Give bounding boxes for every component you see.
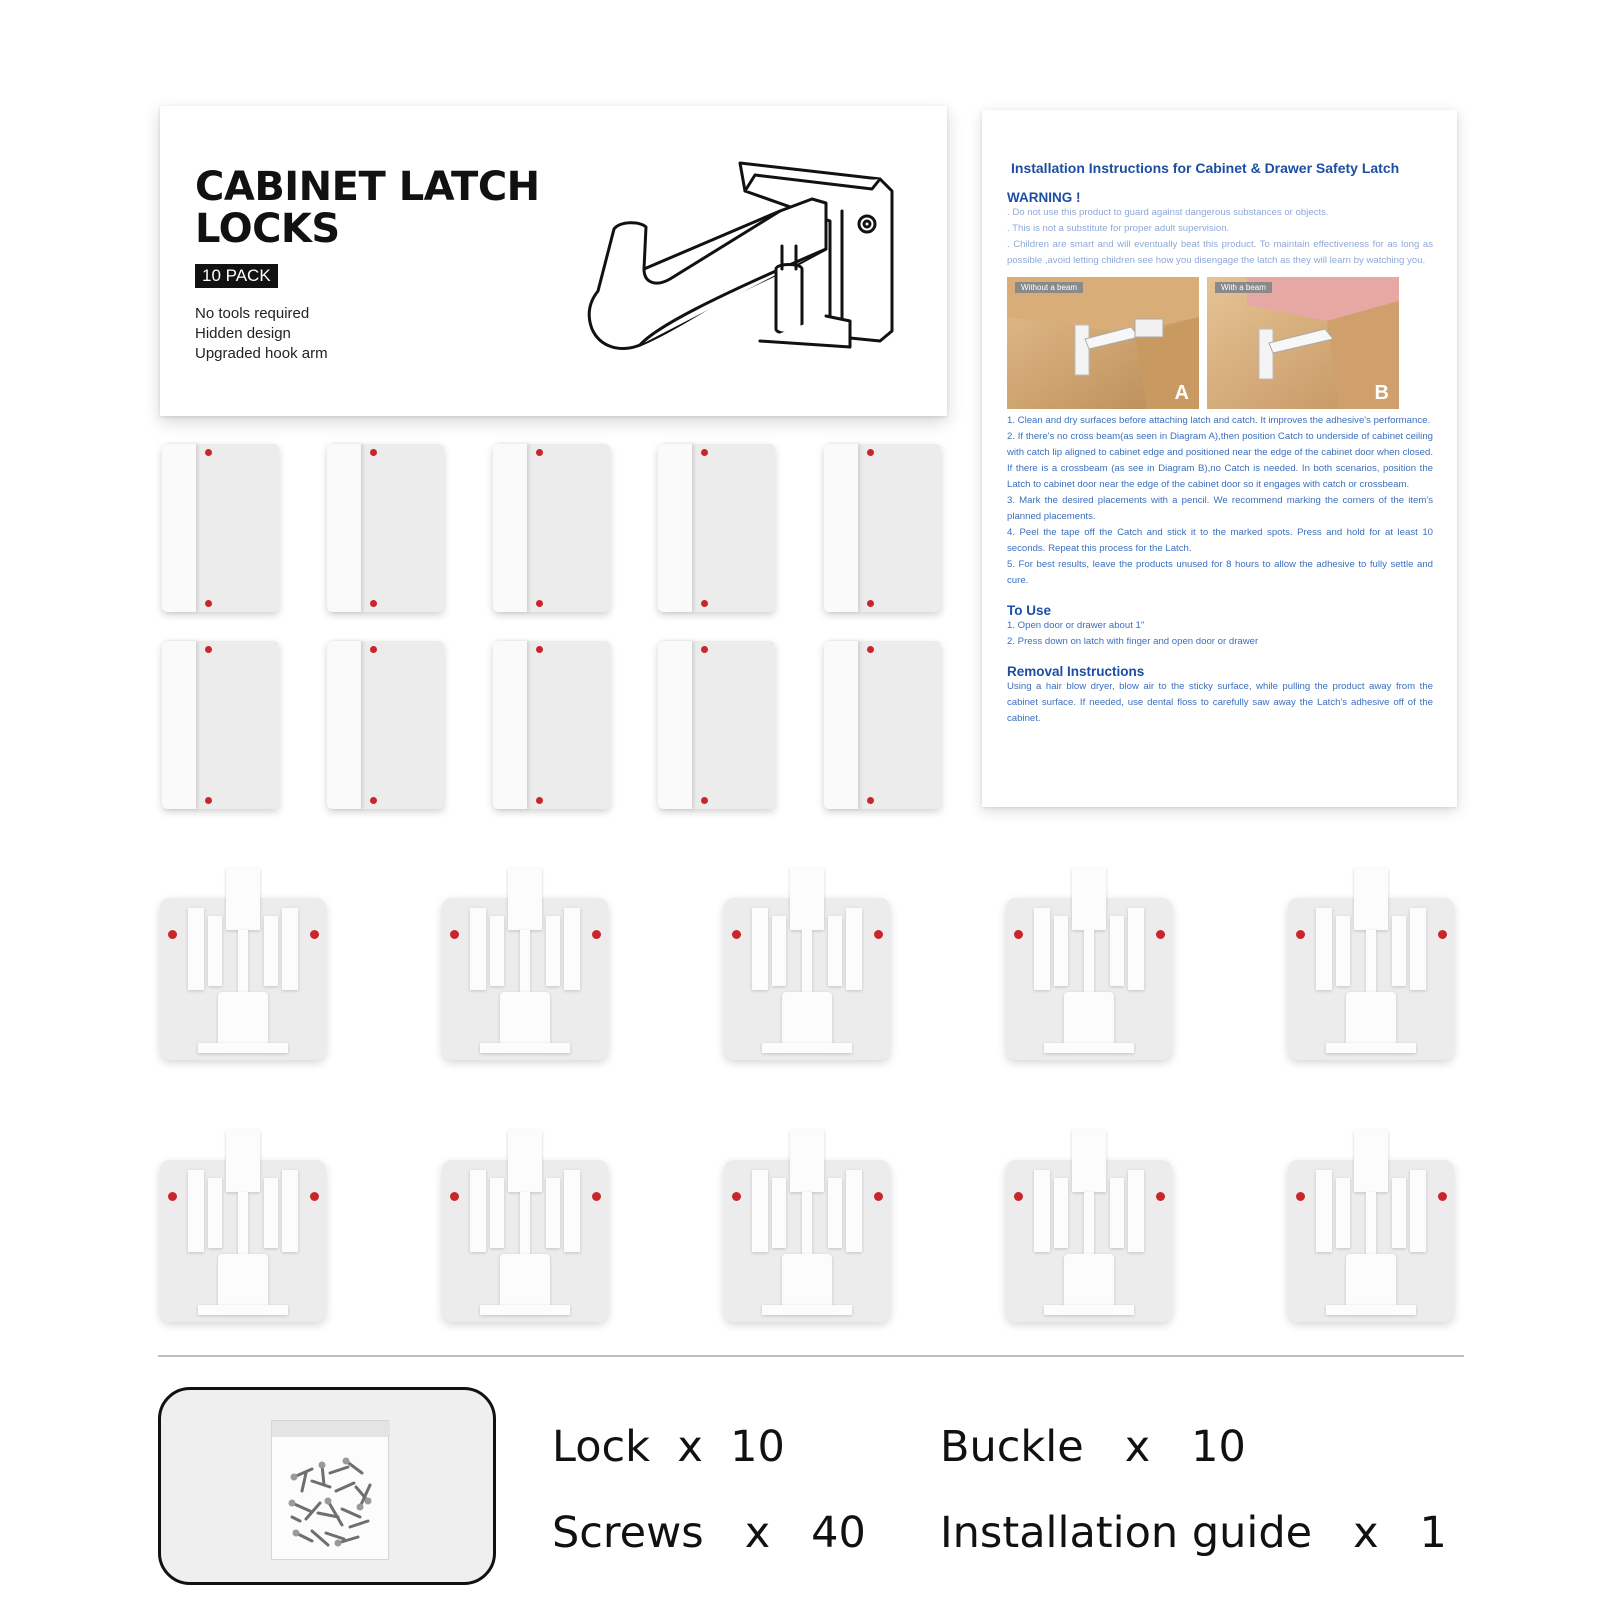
diagram-b-photo — [1207, 277, 1399, 409]
guide-title: Installation Instructions for Cabinet & Drawer Safety Latch — [1011, 160, 1400, 176]
to-use-step: 2. Press down on latch with finger and open door or drawer — [1007, 636, 1259, 647]
catch-plate — [493, 641, 610, 809]
screw-bag — [271, 1420, 389, 1560]
latch-unit — [722, 868, 892, 1063]
install-step: 4. Peel the tape off the Catch and stick it to the marked spots. Press and hold for at least 10 seconds. Repeat this process for the Latch. — [1007, 527, 1433, 554]
diagram-a-photo — [1007, 277, 1199, 409]
install-step: 5. For best results, leave the products unused for 8 hours to allow the adhesive to fully settle and cure. — [1007, 559, 1433, 586]
latch-unit — [440, 868, 610, 1063]
contents-lock: Lock x 10 — [552, 1422, 785, 1472]
section-divider — [158, 1355, 1464, 1357]
diagram-a-tag: Without a beam — [1015, 282, 1083, 293]
catch-plate — [162, 444, 279, 612]
catch-plate — [327, 444, 444, 612]
box-title — [195, 166, 540, 250]
latch-unit — [158, 1130, 328, 1325]
latch-unit — [1286, 1130, 1456, 1325]
diagram-b-letter: B — [1374, 382, 1389, 404]
latch-unit — [440, 1130, 610, 1325]
feature-item: No tools required — [195, 305, 310, 322]
catch-plate — [824, 641, 941, 809]
catch-plate — [327, 641, 444, 809]
catch-plate — [162, 641, 279, 809]
contents-installation-guide: Installation guide x 1 — [940, 1508, 1447, 1558]
box-title-line-2: LOCKS — [195, 206, 340, 252]
diagram-a-letter: A — [1174, 382, 1189, 404]
screws-card — [158, 1387, 496, 1585]
latch-unit — [722, 1130, 892, 1325]
diagram-b-tag: With a beam — [1215, 282, 1272, 293]
warning-line: . Children are smart and will eventually beat this product. To maintain effectiveness for as long as possible ,avoid letting children see how you disengage the latch as they will learn by watching you. — [1007, 239, 1433, 266]
diagram-b — [1207, 277, 1399, 409]
to-use-heading: To Use — [1007, 603, 1052, 618]
screws-pile-icon — [272, 1421, 390, 1561]
to-use-step: 1. Open door or drawer about 1" — [1007, 620, 1145, 631]
product-box — [160, 106, 947, 416]
install-step: 2. If there's no cross beam(as seen in Diagram A),then position Catch to underside of cabinet ceiling with catch lip aligned to cabinet edge and positioned near the edge of the cabinet door when closed. If there is a crossbeam (as see in Diagram B),no Catch is needed. In both scenarios, position the Latch to cabinet door near the edge of the cabinet door so it engages with catch or crossbeam. — [1007, 431, 1433, 490]
diagram-row — [1007, 277, 1433, 409]
install-step: 1. Clean and dry surfaces before attaching latch and catch. It improves the adhesive's performance. — [1007, 415, 1431, 426]
latch-line-drawing — [580, 151, 920, 381]
catch-plate — [493, 444, 610, 612]
pack-badge: 10 PACK — [195, 264, 278, 288]
installation-guide-sheet — [982, 110, 1457, 807]
feature-item: Hidden design — [195, 325, 291, 342]
catch-plate — [824, 444, 941, 612]
feature-list — [195, 304, 328, 364]
latch-unit — [1286, 868, 1456, 1063]
contents-buckle: Buckle x 10 — [940, 1422, 1246, 1472]
warning-line: . Do not use this product to guard against dangerous substances or objects. — [1007, 207, 1329, 218]
catch-plate — [658, 641, 775, 809]
latch-unit — [1004, 868, 1174, 1063]
contents-screws: Screws x 40 — [552, 1508, 866, 1558]
box-title-line-1: CABINET LATCH — [195, 164, 540, 210]
latch-unit — [1004, 1130, 1174, 1325]
removal-text: Using a hair blow dryer, blow air to the sticky surface, while pulling the product away from the cabinet surface. If needed, use dental floss to carefully saw away the Latch's adhesive off of the cabinet. — [1007, 681, 1433, 724]
catch-plate — [658, 444, 775, 612]
latch-unit — [158, 868, 328, 1063]
feature-item: Upgraded hook arm — [195, 345, 328, 362]
removal-heading: Removal Instructions — [1007, 664, 1145, 679]
diagram-a — [1007, 277, 1199, 409]
install-step: 3. Mark the desired placements with a pencil. We recommend marking the corners of the item's planned placements. — [1007, 495, 1433, 522]
warning-line: . This is not a substitute for proper adult supervision. — [1007, 223, 1230, 234]
warning-heading: WARNING ! — [1007, 190, 1081, 205]
